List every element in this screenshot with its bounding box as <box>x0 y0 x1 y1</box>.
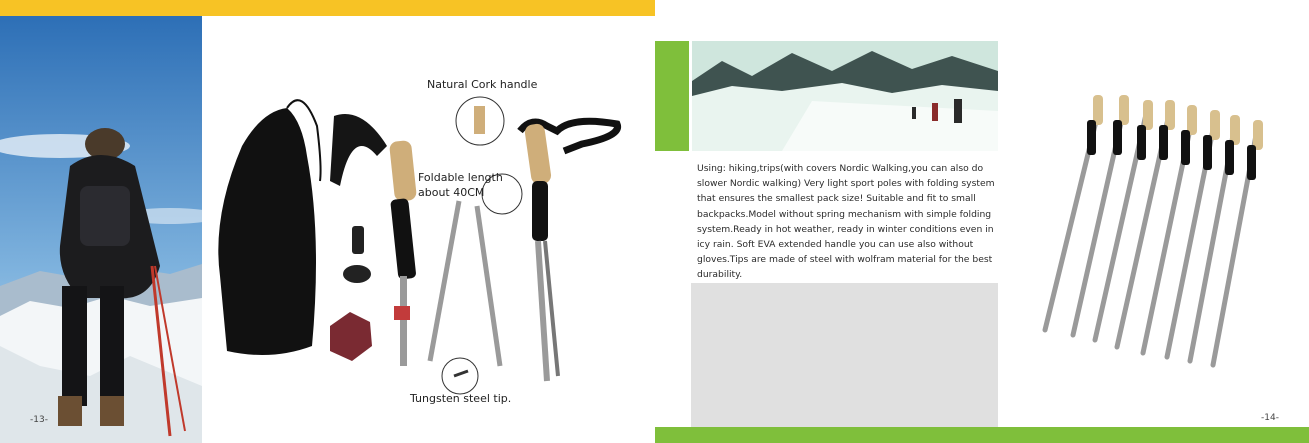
product-description: Using: hiking,trips(with covers Nordic Walking,you can also do slower Nordic walking) Very light sport poles with folding system that ensures the smallest pack size! Suitable and fit to small backpacks.Model without spring mechanism with simple folding system.Ready in hot weather, ready in winter conditions even in icy rain. Soft EVA extended handle you can use also without gloves.Tips are made of steel with wolfram material for the best durability. <box>697 163 995 281</box>
bottom-accent-bar <box>655 427 1309 443</box>
green-accent-block <box>655 41 689 151</box>
snow-mountain-photo <box>692 41 998 151</box>
poles-lineup-image <box>1025 85 1285 375</box>
hiker-photo <box>0 16 202 443</box>
top-accent-bar <box>0 0 655 16</box>
grey-panel <box>691 283 998 427</box>
callout-foldable-length <box>418 170 503 200</box>
callout-foldable-line1: Foldable length <box>418 171 503 184</box>
callout-foldable-line2: about 40CM <box>418 186 485 199</box>
callout-cork-handle: Natural Cork handle <box>427 78 538 91</box>
page-number-left: -13- <box>30 415 48 425</box>
callout-tungsten-tip: Tungsten steel tip. <box>410 392 512 405</box>
page-number-right: -14- <box>1261 413 1279 423</box>
